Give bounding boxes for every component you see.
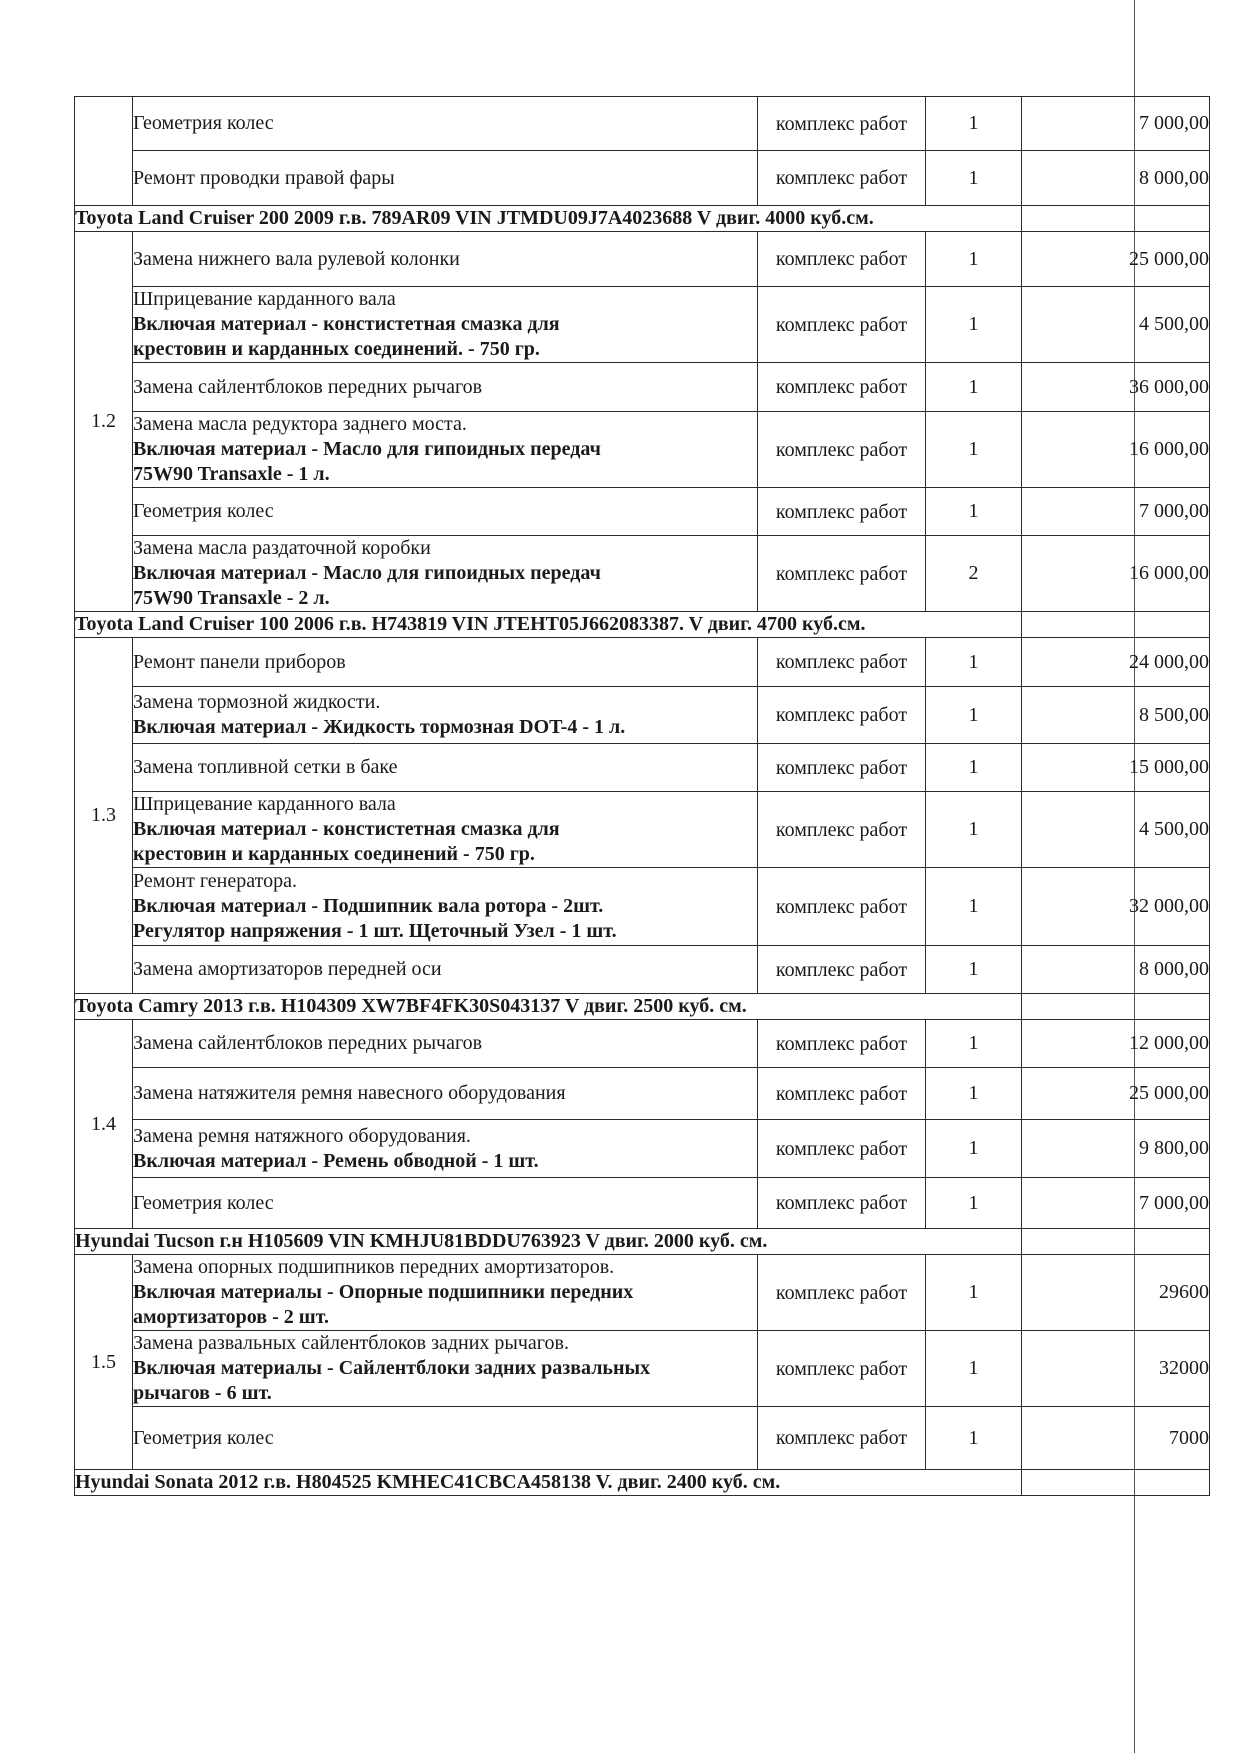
material-note: 75W90 Transaxle - 1 л. [133,463,330,485]
unit-cell: комплекс работ [758,232,926,287]
work-description [133,687,758,744]
work-title: Замена тормозной жидкости. [133,691,381,713]
vehicle-header-row [75,1229,1210,1255]
price-cell: 32000 [1022,1331,1210,1407]
price-cell: 16 000,00 [1022,536,1210,612]
price-cell: 29600 [1022,1255,1210,1331]
price-cell: 7 000,00 [1022,97,1210,151]
work-row [75,97,1210,151]
vehicle-price-cell [1022,994,1210,1020]
work-description [133,1178,758,1229]
work-description [133,946,758,994]
price-cell: 16 000,00 [1022,412,1210,488]
unit-cell: комплекс работ [758,1120,926,1178]
work-row [75,687,1210,744]
vehicle-header-row [75,206,1210,232]
section-number: 1.2 [75,232,133,612]
work-description [133,792,758,868]
unit-cell: комплекс работ [758,97,926,151]
unit-cell: комплекс работ [758,946,926,994]
quantity-cell: 1 [926,1120,1022,1178]
work-row [75,868,1210,946]
price-cell: 8 500,00 [1022,687,1210,744]
work-description [133,1255,758,1331]
material-note: Включая материал - констистетная смазка для [133,313,560,335]
work-description [133,287,758,363]
unit-cell: комплекс работ [758,1020,926,1068]
quantity-cell: 1 [926,151,1022,206]
quantity-cell: 1 [926,1178,1022,1229]
work-description [133,868,758,946]
work-description [133,1020,758,1068]
quantity-cell: 1 [926,868,1022,946]
unit-cell: комплекс работ [758,638,926,687]
vehicle-price-cell [1022,1470,1210,1496]
work-title: Замена ремня натяжного оборудования. [133,1124,471,1147]
price-cell: 15 000,00 [1022,744,1210,792]
work-title: Замена масла раздаточной коробки [133,537,431,559]
price-cell: 9 800,00 [1022,1120,1210,1178]
vehicle-price-cell [1022,206,1210,232]
unit-cell: комплекс работ [758,1255,926,1331]
work-row [75,488,1210,536]
section-number: 1.5 [75,1255,133,1470]
unit-cell: комплекс работ [758,151,926,206]
work-row [75,1020,1210,1068]
unit-cell: комплекс работ [758,1407,926,1470]
work-title: Ремонт генератора. [133,870,297,892]
work-row [75,638,1210,687]
unit-cell: комплекс работ [758,744,926,792]
work-description [133,1068,758,1120]
section-number [75,97,133,206]
unit-cell: комплекс работ [758,1331,926,1407]
work-description [133,1120,758,1178]
quantity-cell: 1 [926,792,1022,868]
work-row [75,792,1210,868]
material-note: Включая материал - Подшипник вала ротора - 2шт. [133,895,604,917]
work-description [133,151,758,206]
quantity-cell: 1 [926,1068,1022,1120]
work-title: Замена сайлентблоков передних рычагов [133,375,483,398]
unit-cell: комплекс работ [758,412,926,488]
material-note: амортизаторов - 2 шт. [133,1306,329,1328]
work-description [133,638,758,687]
price-cell: 8 000,00 [1022,946,1210,994]
quantity-cell: 1 [926,287,1022,363]
work-row [75,1068,1210,1120]
work-row [75,744,1210,792]
quantity-cell: 1 [926,687,1022,744]
unit-cell: комплекс работ [758,1178,926,1229]
work-row [75,363,1210,412]
work-title: Шприцевание карданного вала [133,288,396,310]
work-row [75,946,1210,994]
work-description [133,97,758,151]
unit-cell: комплекс работ [758,363,926,412]
work-row [75,1178,1210,1229]
quantity-cell: 1 [926,638,1022,687]
vehicle-title: Toyota Land Cruiser 200 2009 г.в. 789AR09 VIN JTMDU09J7A4023688 V двиг. 4000 куб.см. [75,206,1022,232]
quantity-cell: 1 [926,744,1022,792]
material-note: рычагов - 6 шт. [133,1382,272,1404]
work-description [133,1407,758,1470]
works-table-body [75,97,1210,1496]
work-title: Геометрия колес [133,1426,274,1449]
vehicle-price-cell [1022,1229,1210,1255]
work-row [75,1255,1210,1331]
work-row [75,412,1210,488]
work-title: Ремонт проводки правой фары [133,166,395,189]
material-note: Включая материал - констистетная смазка для [133,818,560,840]
work-title: Замена нижнего вала рулевой колонки [133,247,460,270]
quantity-cell: 1 [926,1020,1022,1068]
price-cell: 4 500,00 [1022,287,1210,363]
quantity-cell: 1 [926,1407,1022,1470]
work-row [75,536,1210,612]
quantity-cell: 1 [926,97,1022,151]
material-note: Включая материал - Масло для гипоидных передач [133,562,601,584]
work-description [133,232,758,287]
work-description [133,488,758,536]
price-cell: 12 000,00 [1022,1020,1210,1068]
price-cell: 7 000,00 [1022,488,1210,536]
vehicle-title: Toyota Land Cruiser 100 2006 г.в. H743819 VIN JTEHT05J662083387. V двиг. 4700 куб.см. [75,612,1022,638]
quantity-cell: 1 [926,1255,1022,1331]
material-note: Включая материалы - Сайлентблоки задних развальных [133,1357,651,1379]
quantity-cell: 1 [926,412,1022,488]
price-cell: 32 000,00 [1022,868,1210,946]
material-note: Включая материалы - Опорные подшипники передних [133,1281,634,1303]
price-cell: 8 000,00 [1022,151,1210,206]
vehicle-title: Hyundai Sonata 2012 г.в. H804525 KMHEC41CBCA458138 V. двиг. 2400 куб. см. [75,1470,1022,1496]
quantity-cell: 1 [926,232,1022,287]
material-note: Включая материал - Жидкость тормозная DOT-4 - 1 л. [133,716,626,738]
vehicle-header-row [75,612,1210,638]
vehicle-header-row [75,1470,1210,1496]
work-title: Геометрия колес [133,1191,274,1214]
work-title: Замена масла редуктора заднего моста. [133,413,467,435]
section-number: 1.4 [75,1020,133,1229]
unit-cell: комплекс работ [758,792,926,868]
section-number: 1.3 [75,638,133,994]
vehicle-title: Hyundai Tucson г.н H105609 VIN KMHJU81BDDU763923 V двиг. 2000 куб. см. [75,1229,1022,1255]
price-cell: 25 000,00 [1022,1068,1210,1120]
vehicle-price-cell [1022,612,1210,638]
material-note: Включая материал - Масло для гипоидных передач [133,438,601,460]
vehicle-title: Toyota Camry 2013 г.в. H104309 XW7BF4FK30S043137 V двиг. 2500 куб. см. [75,994,1022,1020]
work-title: Геометрия колес [133,112,274,134]
work-title: Ремонт панели приборов [133,650,346,673]
price-cell: 7 000,00 [1022,1178,1210,1229]
work-title: Замена амортизаторов передней оси [133,958,442,980]
unit-cell: комплекс работ [758,1068,926,1120]
work-description [133,744,758,792]
unit-cell: комплекс работ [758,287,926,363]
work-row [75,1407,1210,1470]
quantity-cell: 1 [926,488,1022,536]
unit-cell: комплекс работ [758,488,926,536]
unit-cell: комплекс работ [758,687,926,744]
price-cell: 36 000,00 [1022,363,1210,412]
price-cell: 7000 [1022,1407,1210,1470]
work-description [133,412,758,488]
work-title: Замена топливной сетки в баке [133,756,398,778]
work-title: Замена сайлентблоков передних рычагов [133,1032,483,1054]
work-description [133,363,758,412]
quantity-cell: 2 [926,536,1022,612]
work-description [133,536,758,612]
work-row [75,287,1210,363]
work-row [75,151,1210,206]
quantity-cell: 1 [926,946,1022,994]
vehicle-header-row [75,994,1210,1020]
work-row [75,1331,1210,1407]
work-title: Шприцевание карданного вала [133,793,396,815]
unit-cell: комплекс работ [758,868,926,946]
price-cell: 4 500,00 [1022,792,1210,868]
material-note: крестовин и карданных соединений - 750 гр. [133,843,535,865]
unit-cell: комплекс работ [758,536,926,612]
works-table [74,96,1210,1496]
work-title: Геометрия колес [133,500,274,522]
material-note: 75W90 Transaxle - 2 л. [133,587,330,609]
quantity-cell: 1 [926,363,1022,412]
price-cell: 25 000,00 [1022,232,1210,287]
work-title: Замена натяжителя ремня навесного оборудования [133,1082,566,1104]
material-note: Регулятор напряжения - 1 шт. Щеточный Узел - 1 шт. [133,920,617,942]
material-note: Включая материал - Ремень обводной - 1 шт. [133,1149,539,1172]
work-description [133,1331,758,1407]
work-title: Замена развальных сайлентблоков задних рычагов. [133,1332,569,1354]
quantity-cell: 1 [926,1331,1022,1407]
material-note: крестовин и карданных соединений. - 750 гр. [133,338,540,360]
work-title: Замена опорных подшипников передних амортизаторов. [133,1256,615,1278]
work-row [75,1120,1210,1178]
price-cell: 24 000,00 [1022,638,1210,687]
work-row [75,232,1210,287]
